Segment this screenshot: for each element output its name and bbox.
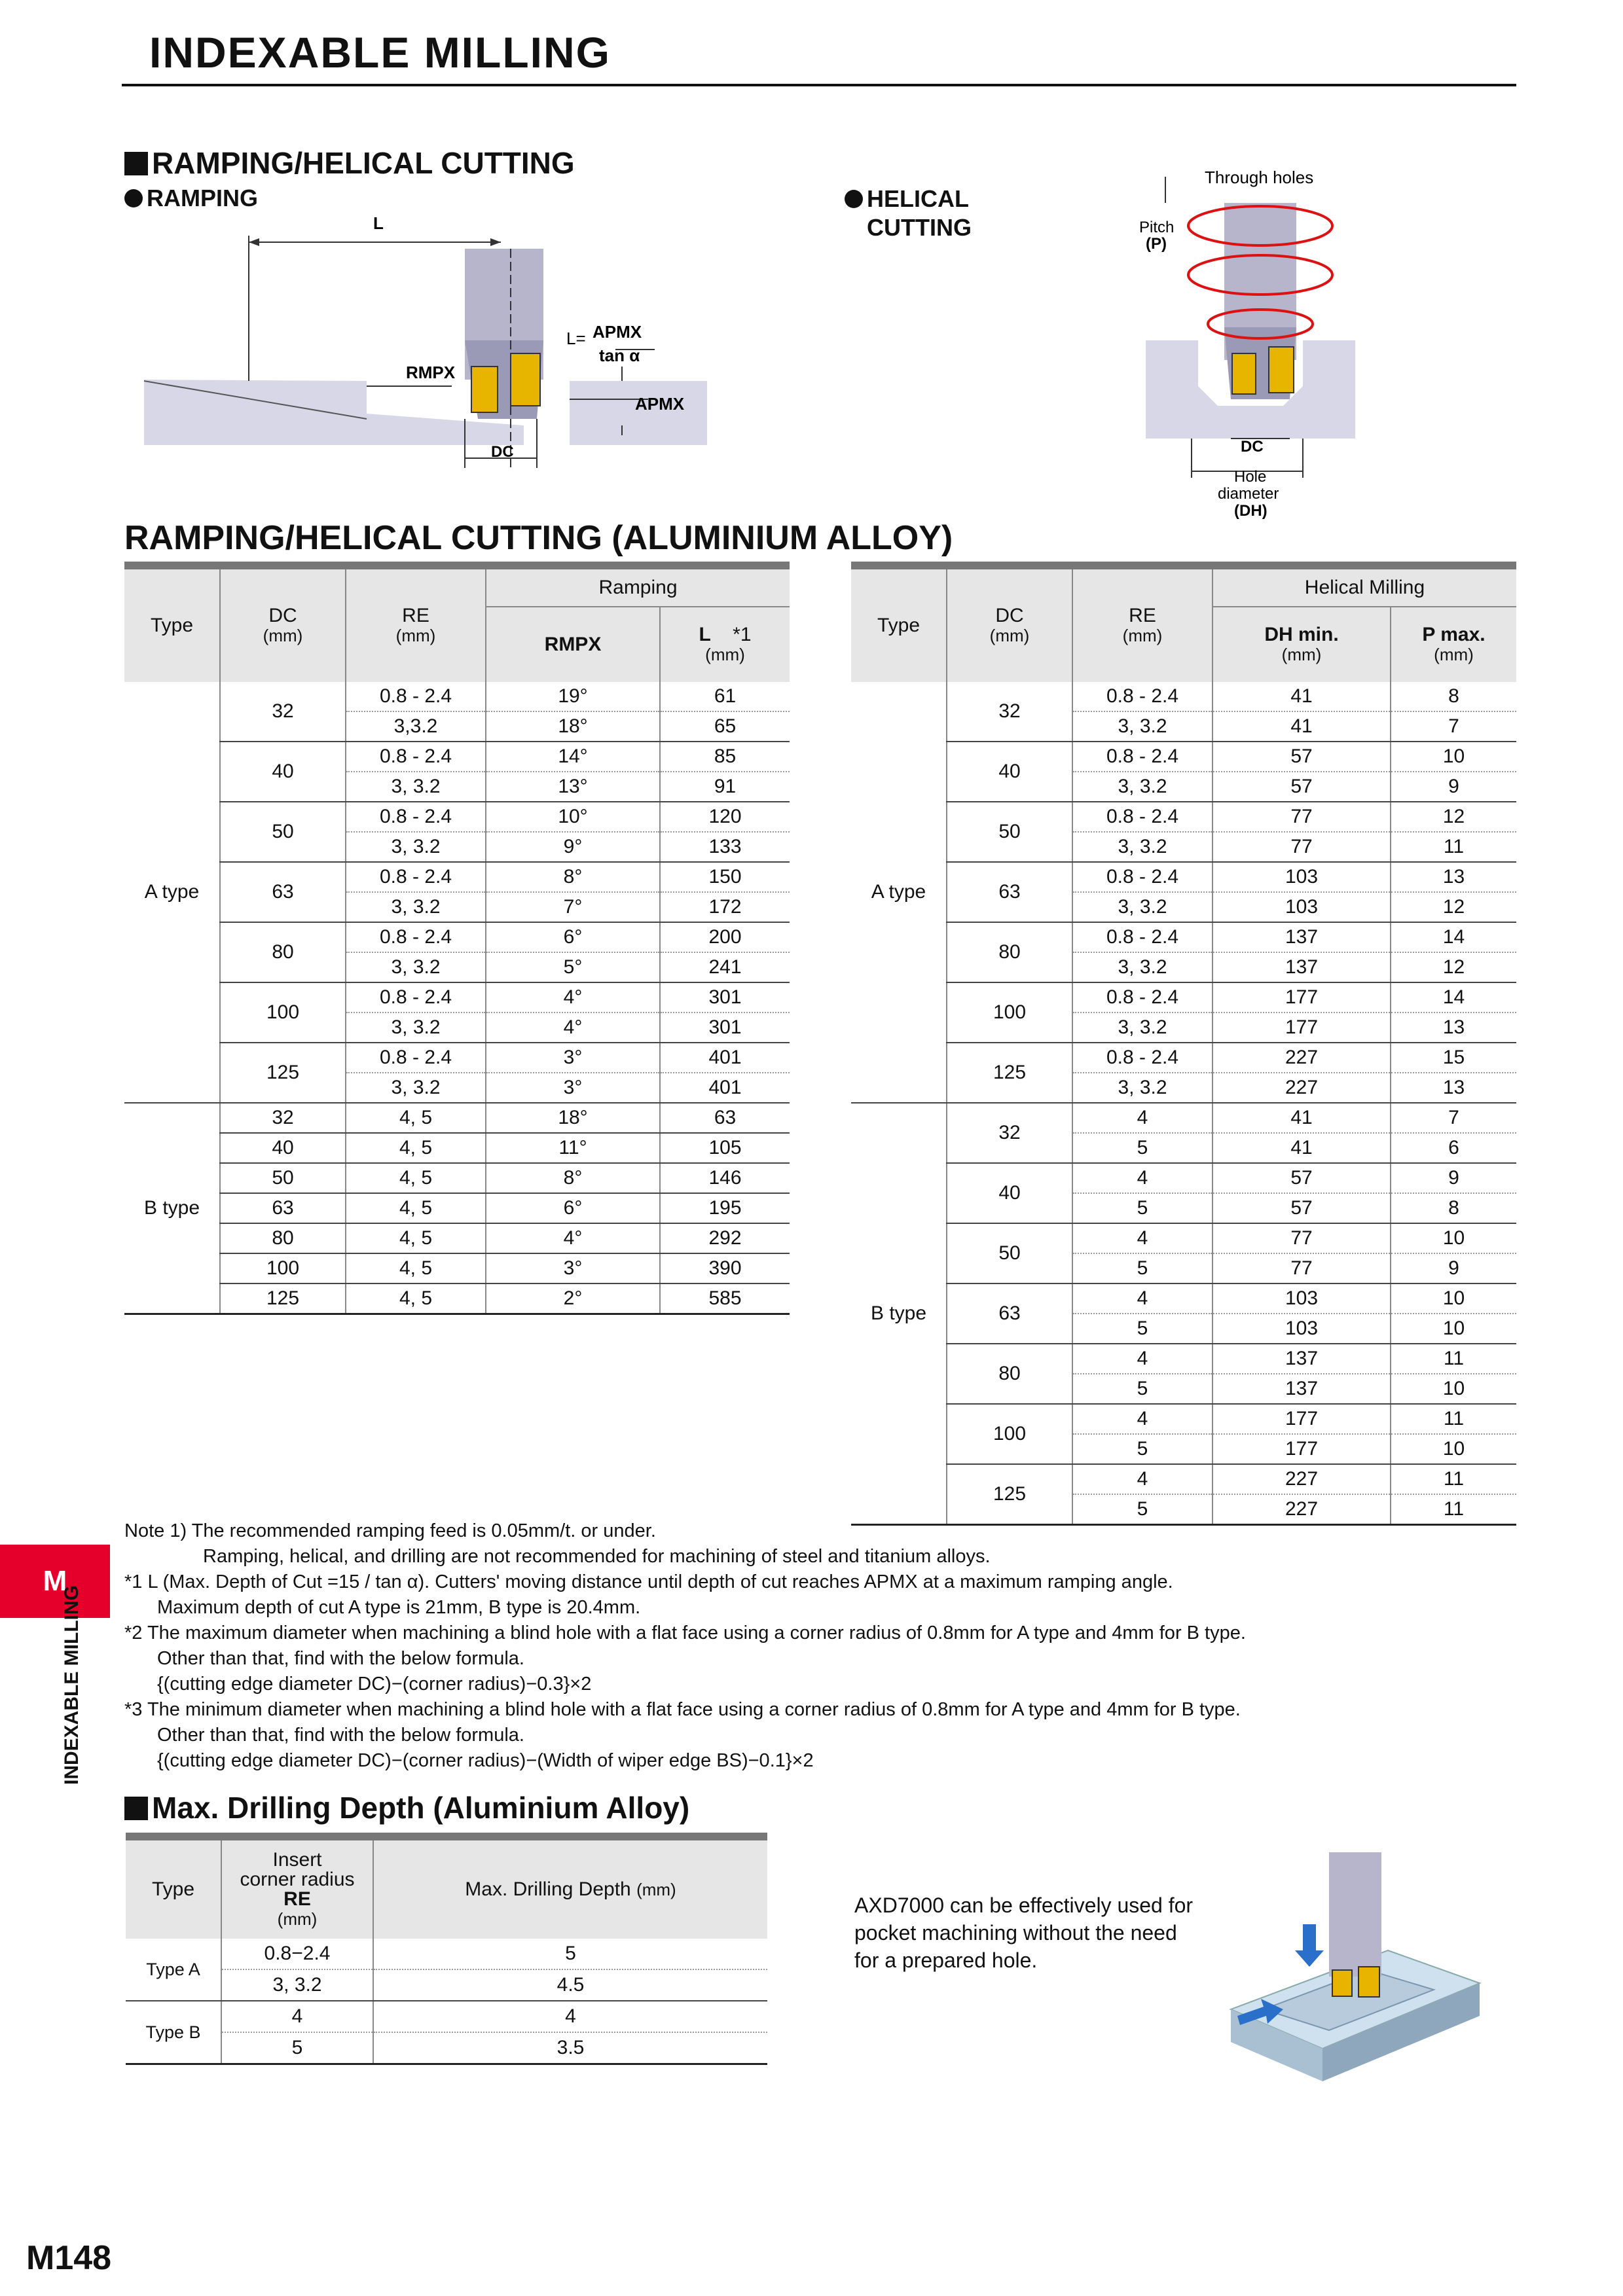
helical-table: [851, 562, 1516, 1526]
re-cell: 3, 3.2: [1072, 832, 1213, 862]
table-row: [851, 1043, 1516, 1073]
re-cell: 4: [1072, 1344, 1213, 1374]
re-cell: 5: [1072, 1133, 1213, 1163]
dc-cell: 32: [220, 682, 346, 742]
dc-cell: 40: [947, 1163, 1072, 1223]
p-cell: 11: [1391, 1344, 1516, 1374]
l-cell: 105: [660, 1133, 790, 1163]
re-cell: 0.8 - 2.4: [346, 682, 486, 711]
dc-cell: 125: [220, 1283, 346, 1314]
label-dc: DC: [491, 443, 514, 461]
dc-cell: 50: [947, 802, 1072, 862]
re-cell: 0.8 - 2.4: [1072, 1043, 1213, 1073]
dh-cell: 177: [1213, 1434, 1391, 1464]
dc-cell: 63: [947, 862, 1072, 922]
rmpx-cell: 8°: [486, 862, 660, 892]
p-cell: 8: [1391, 682, 1516, 711]
header-dh: DH min. (mm): [1213, 607, 1391, 682]
re-cell: 3, 3.2: [346, 772, 486, 802]
table-row: [124, 682, 790, 711]
re-cell: 5: [1072, 1374, 1213, 1404]
pocket-description: AXD7000 can be effectively used for pocket machining without the need for a prepared hole.: [854, 1893, 1194, 1972]
re-cell: 0.8 - 2.4: [1072, 802, 1213, 832]
dc-cell: 40: [947, 742, 1072, 802]
dc-cell: 80: [220, 922, 346, 982]
dh-cell: 137: [1213, 952, 1391, 982]
dh-cell: 227: [1213, 1494, 1391, 1525]
note-1: Note 1) The recommended ramping feed is 0.05mm/t. or under.: [124, 1520, 656, 1541]
re-cell: 3, 3.2: [221, 1969, 373, 2001]
notes-block: [124, 1518, 1499, 1774]
dc-cell: 32: [947, 1103, 1072, 1163]
re-cell: 5: [1072, 1253, 1213, 1283]
p-cell: 10: [1391, 742, 1516, 772]
note-1b: Ramping, helical, and drilling are not recommended for machining of steel and titanium alloys.: [203, 1546, 991, 1567]
re-cell: 3,3.2: [346, 711, 486, 742]
table-row: [124, 742, 790, 772]
table-row: [851, 1404, 1516, 1434]
circle-bullet-icon: [845, 190, 863, 208]
re-cell: 0.8 - 2.4: [346, 862, 486, 892]
dc-cell: 63: [220, 1193, 346, 1223]
re-cell: 4: [1072, 1223, 1213, 1253]
table-row: [124, 1223, 790, 1253]
dc-cell: 40: [220, 742, 346, 802]
dc-cell: 63: [220, 862, 346, 922]
p-cell: 11: [1391, 1404, 1516, 1434]
p-cell: 6: [1391, 1133, 1516, 1163]
p-cell: 10: [1391, 1434, 1516, 1464]
title-rule: [122, 84, 1516, 86]
p-cell: 9: [1391, 772, 1516, 802]
note-star1: *1 L (Max. Depth of Cut =15 / tan α). Cutters' moving distance until depth of cut reaches APMX at a maximum ramping angle.: [124, 1571, 1173, 1592]
dh-cell: 103: [1213, 1314, 1391, 1344]
re-cell: 3, 3.2: [346, 1013, 486, 1043]
re-cell: 4: [1072, 1283, 1213, 1314]
re-cell: 0.8 - 2.4: [346, 982, 486, 1013]
dc-cell: 80: [947, 922, 1072, 982]
re-cell: 5: [1072, 1434, 1213, 1464]
re-cell: 3, 3.2: [1072, 1073, 1213, 1103]
re-cell: 0.8 - 2.4: [346, 742, 486, 772]
rmpx-cell: 3°: [486, 1253, 660, 1283]
dc-cell: 80: [220, 1223, 346, 1253]
table-row: [851, 1223, 1516, 1253]
table-row: [851, 1163, 1516, 1193]
dh-cell: 177: [1213, 982, 1391, 1013]
l-cell: 200: [660, 922, 790, 952]
re-cell: 4, 5: [346, 1133, 486, 1163]
type-label: B type: [124, 1103, 220, 1314]
l-cell: 150: [660, 862, 790, 892]
insert-icon: [471, 367, 498, 412]
type-label: Type B: [126, 2001, 221, 2064]
rmpx-cell: 3°: [486, 1073, 660, 1103]
re-cell: 0.8 - 2.4: [1072, 982, 1213, 1013]
table-row: [851, 1103, 1516, 1133]
label-l: L: [373, 213, 384, 233]
table-row: [124, 1133, 790, 1163]
re-cell: 0.8−2.4: [221, 1939, 373, 1969]
label-dh: (DH): [1234, 502, 1267, 520]
dc-cell: 50: [947, 1223, 1072, 1283]
table-row: [851, 682, 1516, 711]
type-label: B type: [851, 1103, 947, 1525]
type-label: A type: [851, 682, 947, 1103]
re-cell: 0.8 - 2.4: [1072, 922, 1213, 952]
p-cell: 8: [1391, 1193, 1516, 1223]
table-row: [124, 1193, 790, 1223]
label-rmpx: RMPX: [406, 363, 456, 382]
rmpx-cell: 4°: [486, 1223, 660, 1253]
label-dc: DC: [1241, 438, 1264, 456]
label-tan: tan α: [599, 346, 640, 365]
re-cell: 4: [1072, 1404, 1213, 1434]
table-row: [124, 862, 790, 892]
header-depth: Max. Drilling Depth (mm): [373, 1840, 767, 1939]
depth-cell: 4: [373, 2001, 767, 2032]
table-row: [851, 742, 1516, 772]
dh-cell: 41: [1213, 1133, 1391, 1163]
dc-cell: 32: [220, 1103, 346, 1133]
note-star1b: Maximum depth of cut A type is 21mm, B type is 20.4mm.: [157, 1597, 641, 1618]
table-row: [851, 1464, 1516, 1494]
re-cell: 0.8 - 2.4: [346, 802, 486, 832]
table-row: [124, 922, 790, 952]
dc-cell: 80: [947, 1344, 1072, 1404]
header-ramping: Ramping: [486, 569, 790, 607]
dc-cell: 50: [220, 1163, 346, 1193]
label-p: (P): [1146, 235, 1167, 253]
table-row: [124, 1043, 790, 1073]
re-cell: 3, 3.2: [346, 1073, 486, 1103]
dh-cell: 103: [1213, 892, 1391, 922]
rmpx-cell: 10°: [486, 802, 660, 832]
dh-cell: 77: [1213, 1253, 1391, 1283]
l-cell: 241: [660, 952, 790, 982]
re-cell: 4, 5: [346, 1163, 486, 1193]
dc-cell: 40: [220, 1133, 346, 1163]
re-cell: 4: [1072, 1103, 1213, 1133]
rmpx-cell: 14°: [486, 742, 660, 772]
header-dc: DC (mm): [947, 569, 1072, 682]
p-cell: 10: [1391, 1374, 1516, 1404]
section-heading-aluminium: RAMPING/HELICAL CUTTING (ALUMINIUM ALLOY): [124, 519, 953, 557]
label-diameter: diameter: [1218, 485, 1279, 503]
ramping-table: [124, 562, 790, 1315]
re-cell: 0.8 - 2.4: [1072, 682, 1213, 711]
table-row: [126, 1969, 767, 2001]
subheading-ramping: RAMPING: [124, 185, 258, 212]
p-cell: 13: [1391, 1013, 1516, 1043]
rmpx-cell: 4°: [486, 982, 660, 1013]
dh-cell: 137: [1213, 1374, 1391, 1404]
dc-cell: 125: [947, 1464, 1072, 1525]
re-cell: 3, 3.2: [346, 832, 486, 862]
p-cell: 14: [1391, 922, 1516, 952]
table-row: [851, 862, 1516, 892]
rmpx-cell: 5°: [486, 952, 660, 982]
p-cell: 10: [1391, 1223, 1516, 1253]
l-cell: 146: [660, 1163, 790, 1193]
label-through-holes: Through holes: [1205, 168, 1314, 187]
label-apmx: APMX: [635, 394, 685, 414]
l-cell: 85: [660, 742, 790, 772]
p-cell: 14: [1391, 982, 1516, 1013]
p-cell: 13: [1391, 862, 1516, 892]
ramping-diagram: [137, 209, 714, 471]
square-bullet-icon: [124, 1797, 148, 1820]
rmpx-cell: 8°: [486, 1163, 660, 1193]
rmpx-cell: 18°: [486, 1103, 660, 1133]
p-cell: 11: [1391, 1494, 1516, 1525]
re-cell: 3, 3.2: [1072, 952, 1213, 982]
dh-cell: 57: [1213, 1193, 1391, 1223]
rmpx-cell: 3°: [486, 1043, 660, 1073]
re-cell: 5: [1072, 1314, 1213, 1344]
table-row: [126, 1939, 767, 1969]
rmpx-cell: 2°: [486, 1283, 660, 1314]
header-insert-re: Insert corner radius RE (mm): [221, 1840, 373, 1939]
table-row: [851, 982, 1516, 1013]
table-row: [124, 982, 790, 1013]
table-row: [851, 922, 1516, 952]
page-number: M148: [26, 2239, 112, 2277]
l-cell: 301: [660, 982, 790, 1013]
depth-cell: 5: [373, 1939, 767, 1969]
depth-cell: 3.5: [373, 2032, 767, 2064]
note-star2b: Other than that, find with the below formula.: [157, 1648, 524, 1669]
dc-cell: 125: [220, 1043, 346, 1103]
dc-cell: 125: [947, 1043, 1072, 1103]
dh-cell: 103: [1213, 1283, 1391, 1314]
dh-cell: 57: [1213, 742, 1391, 772]
note-star3: *3 The minimum diameter when machining a blind hole with a flat face using a corner radius of 0.8mm for A type and 4mm for B type.: [124, 1699, 1241, 1720]
dc-cell: 100: [947, 1404, 1072, 1464]
table-row: [851, 1344, 1516, 1374]
label-formula: L=: [566, 329, 586, 348]
pocket-illustration: [1218, 1852, 1493, 2094]
l-cell: 63: [660, 1103, 790, 1133]
header-re: RE (mm): [346, 569, 486, 682]
re-cell: 0.8 - 2.4: [1072, 742, 1213, 772]
drilling-table: [126, 1833, 767, 2065]
re-cell: 4: [1072, 1163, 1213, 1193]
sidebar-label: INDEXABLE MILLING: [61, 1585, 82, 1785]
p-cell: 12: [1391, 802, 1516, 832]
table-row: [124, 1103, 790, 1133]
square-bullet-icon: [124, 152, 148, 175]
dh-cell: 177: [1213, 1013, 1391, 1043]
header-p: P max. (mm): [1391, 607, 1516, 682]
l-cell: 65: [660, 711, 790, 742]
label-apmx-num: APMX: [593, 322, 642, 342]
cutter-body: [1329, 1852, 1381, 1977]
l-cell: 390: [660, 1253, 790, 1283]
dh-cell: 77: [1213, 1223, 1391, 1253]
re-cell: 3, 3.2: [346, 952, 486, 982]
re-cell: 0.8 - 2.4: [346, 1043, 486, 1073]
re-cell: 4, 5: [346, 1253, 486, 1283]
re-cell: 5: [221, 2032, 373, 2064]
re-cell: 5: [1072, 1494, 1213, 1525]
dh-cell: 77: [1213, 832, 1391, 862]
re-cell: 3, 3.2: [1072, 711, 1213, 742]
p-cell: 11: [1391, 832, 1516, 862]
arrow-down-icon: [1295, 1924, 1324, 1967]
re-cell: 3, 3.2: [346, 892, 486, 922]
label-pitch: Pitch: [1139, 219, 1175, 236]
header-type: Type: [851, 569, 947, 682]
rmpx-cell: 6°: [486, 1193, 660, 1223]
dh-cell: 41: [1213, 711, 1391, 742]
rmpx-cell: 19°: [486, 682, 660, 711]
dh-cell: 137: [1213, 1344, 1391, 1374]
l-cell: 195: [660, 1193, 790, 1223]
re-cell: 0.8 - 2.4: [346, 922, 486, 952]
l-cell: 172: [660, 892, 790, 922]
header-helical: Helical Milling: [1213, 569, 1516, 607]
table-row: [124, 1253, 790, 1283]
dh-cell: 77: [1213, 802, 1391, 832]
dh-cell: 57: [1213, 772, 1391, 802]
header-type: Type: [124, 569, 220, 682]
p-cell: 10: [1391, 1314, 1516, 1344]
rmpx-cell: 4°: [486, 1013, 660, 1043]
dh-cell: 177: [1213, 1404, 1391, 1434]
table-row: [126, 2001, 767, 2032]
re-cell: 3, 3.2: [1072, 772, 1213, 802]
header-rmpx: RMPX: [486, 607, 660, 682]
l-cell: 292: [660, 1223, 790, 1253]
rmpx-cell: 9°: [486, 832, 660, 862]
section-tab-m[interactable]: M: [0, 1545, 110, 1618]
section-heading-drilling: Max. Drilling Depth (Aluminium Alloy): [124, 1790, 689, 1825]
l-cell: 301: [660, 1013, 790, 1043]
dh-cell: 227: [1213, 1464, 1391, 1494]
depth-cell: 4.5: [373, 1969, 767, 2001]
table-row: [126, 2032, 767, 2064]
l-cell: 120: [660, 802, 790, 832]
re-cell: 3, 3.2: [1072, 892, 1213, 922]
note-star2-formula: {(cutting edge diameter DC)−(corner radius)−0.3}×2: [157, 1674, 592, 1695]
l-cell: 585: [660, 1283, 790, 1314]
re-cell: 3, 3.2: [1072, 1013, 1213, 1043]
dh-cell: 227: [1213, 1073, 1391, 1103]
note-star3-formula: {(cutting edge diameter DC)−(corner radius)−(Width of wiper edge BS)−0.1}×2: [157, 1750, 814, 1771]
dc-cell: 100: [220, 1253, 346, 1283]
page-title: INDEXABLE MILLING: [149, 28, 611, 77]
section-heading-ramping-helical: RAMPING/HELICAL CUTTING: [124, 145, 575, 181]
header-l: L *1 (mm): [660, 607, 790, 682]
rmpx-cell: 11°: [486, 1133, 660, 1163]
label-hole: Hole: [1234, 468, 1267, 486]
header-dc: DC (mm): [220, 569, 346, 682]
p-cell: 13: [1391, 1073, 1516, 1103]
p-cell: 7: [1391, 711, 1516, 742]
rmpx-cell: 6°: [486, 922, 660, 952]
dc-cell: 63: [947, 1283, 1072, 1344]
header-type: Type: [126, 1840, 221, 1939]
dh-cell: 137: [1213, 922, 1391, 952]
table-row: [851, 802, 1516, 832]
p-cell: 9: [1391, 1163, 1516, 1193]
re-cell: 4, 5: [346, 1103, 486, 1133]
dh-cell: 41: [1213, 1103, 1391, 1133]
dh-cell: 103: [1213, 862, 1391, 892]
p-cell: 9: [1391, 1253, 1516, 1283]
circle-bullet-icon: [124, 189, 143, 207]
dc-cell: 100: [947, 982, 1072, 1043]
type-label: Type A: [126, 1939, 221, 2001]
p-cell: 7: [1391, 1103, 1516, 1133]
dc-cell: 32: [947, 682, 1072, 742]
dc-cell: 50: [220, 802, 346, 862]
re-cell: 5: [1072, 1193, 1213, 1223]
re-cell: 0.8 - 2.4: [1072, 862, 1213, 892]
table-row: [124, 1163, 790, 1193]
re-cell: 4: [1072, 1464, 1213, 1494]
dh-cell: 41: [1213, 682, 1391, 711]
note-star3b: Other than that, find with the below formula.: [157, 1725, 524, 1746]
note-star2: *2 The maximum diameter when machining a blind hole with a flat face using a corner radius of 0.8mm for A type and 4mm for B type.: [124, 1623, 1246, 1643]
p-cell: 11: [1391, 1464, 1516, 1494]
re-cell: 4: [221, 2001, 373, 2032]
helical-diagram: [1126, 164, 1375, 524]
table-row: [124, 802, 790, 832]
l-cell: 133: [660, 832, 790, 862]
p-cell: 12: [1391, 952, 1516, 982]
p-cell: 12: [1391, 892, 1516, 922]
header-re: RE (mm): [1072, 569, 1213, 682]
dh-cell: 57: [1213, 1163, 1391, 1193]
rmpx-cell: 13°: [486, 772, 660, 802]
p-cell: 15: [1391, 1043, 1516, 1073]
l-cell: 401: [660, 1073, 790, 1103]
l-cell: 401: [660, 1043, 790, 1073]
type-label: A type: [124, 682, 220, 1103]
rmpx-cell: 18°: [486, 711, 660, 742]
p-cell: 10: [1391, 1283, 1516, 1314]
re-cell: 4, 5: [346, 1223, 486, 1253]
dc-cell: 100: [220, 982, 346, 1043]
re-cell: 4, 5: [346, 1193, 486, 1223]
l-cell: 61: [660, 682, 790, 711]
dh-cell: 227: [1213, 1043, 1391, 1073]
table-row: [124, 1283, 790, 1314]
l-cell: 91: [660, 772, 790, 802]
subheading-helical: HELICAL CUTTING: [845, 185, 972, 242]
re-cell: 4, 5: [346, 1283, 486, 1314]
rmpx-cell: 7°: [486, 892, 660, 922]
table-row: [851, 1283, 1516, 1314]
